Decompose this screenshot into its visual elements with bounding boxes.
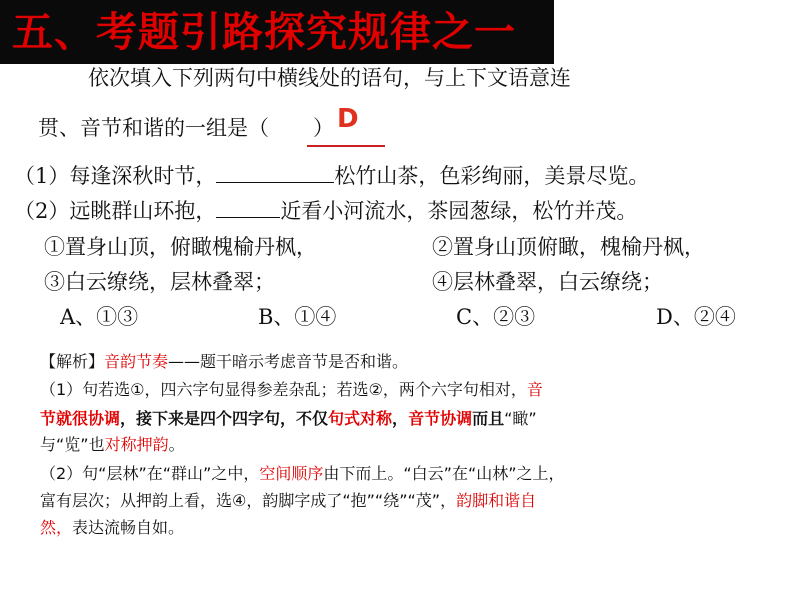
p1-bold-3: 而且 (472, 409, 505, 428)
analysis-p2-line1 (40, 463, 565, 485)
p1-line3-red: 对称押韵 (104, 435, 169, 454)
p2-line3-red: 然， (40, 518, 73, 537)
option-2: ②置身山顶俯瞰，槐榆丹枫， (432, 235, 705, 259)
p1-line1-text: （1）句若选①，四六字句显得参差杂乱；若选②，两个六字句相对， (40, 380, 527, 399)
answer-letter: D (337, 104, 359, 134)
answer-underline (307, 145, 385, 147)
analysis-p2-line3 (40, 517, 184, 539)
p1-line1-red: 音 (526, 380, 543, 399)
p2-line3-b: 表达流畅自如。 (72, 518, 185, 537)
sentence-1-blank (216, 162, 334, 183)
analysis-p1-line1 (40, 379, 543, 401)
choice-b: B、①④ (258, 305, 337, 329)
option-4: ④层林叠翠，白云缭绕； (432, 270, 663, 294)
p1-line2-plain: “瞰” (504, 409, 537, 428)
sentence-2-prefix: （2）远眺群山环抱， (14, 199, 217, 223)
p2-line1-a: （2）句“层林”在“群山”之中， (40, 464, 260, 483)
slide-title: 五、考题引路探究规律之一 (12, 8, 516, 56)
question-stem-line1: 依次填入下列两句中横线处的语句，与上下文语意连 (88, 66, 571, 90)
p2-line1-b: 由下而上。“白云”在“山林”之上， (323, 464, 565, 483)
sentence-1-prefix: （1）每逢深秋时节， (14, 164, 217, 188)
analysis-p1-line3 (40, 434, 185, 456)
sentence-2-blank (216, 197, 280, 218)
p1-highlight-3: 音节协调 (408, 409, 473, 428)
sentence-1-suffix: 松竹山茶，色彩绚丽，美景尽览。 (334, 164, 650, 188)
option-1: ①置身山顶，俯瞰槐榆丹枫， (44, 235, 317, 259)
analysis-topic: 音韵节奏 (104, 352, 169, 371)
choice-a: A、①③ (60, 305, 139, 329)
p2-line2-a: 富有层次；从押韵上看，选④，韵脚字成了“抱”“绕”“茂”， (40, 491, 457, 510)
sentence-2 (14, 197, 637, 225)
analysis-heading-rest: ——题干暗示考虑音节是否和谐。 (168, 352, 409, 371)
p1-highlight-1: 节就很协调 (40, 409, 121, 428)
question-stem-line2 (38, 114, 334, 142)
stem-line2-suffix: ） (313, 116, 334, 140)
p1-line3-end: 。 (168, 435, 185, 454)
analysis-p1-line2 (40, 408, 537, 430)
p1-bold-1: ，接下来是四个四字句，不仅 (120, 409, 329, 428)
choice-d: D、②④ (656, 305, 736, 329)
choice-c: C、②③ (456, 305, 536, 329)
p2-line2-red: 韵脚和谐自 (456, 491, 537, 510)
analysis-heading (40, 351, 408, 373)
p1-highlight-2: 句式对称 (328, 409, 393, 428)
p1-bold-2: ， (392, 409, 409, 428)
sentence-2-suffix: 近看小河流水，茶园葱绿，松竹并茂。 (280, 199, 638, 223)
analysis-tag: 【解析】 (40, 352, 105, 371)
analysis-p2-line2 (40, 490, 536, 512)
sentence-1 (14, 162, 649, 190)
option-3: ③白云缭绕，层林叠翠； (44, 270, 275, 294)
p2-line1-red: 空间顺序 (259, 464, 324, 483)
stem-line2-prefix: 贯、音节和谐的一组是（ (38, 116, 269, 140)
p1-line3-plain: 与“览”也 (40, 435, 105, 454)
